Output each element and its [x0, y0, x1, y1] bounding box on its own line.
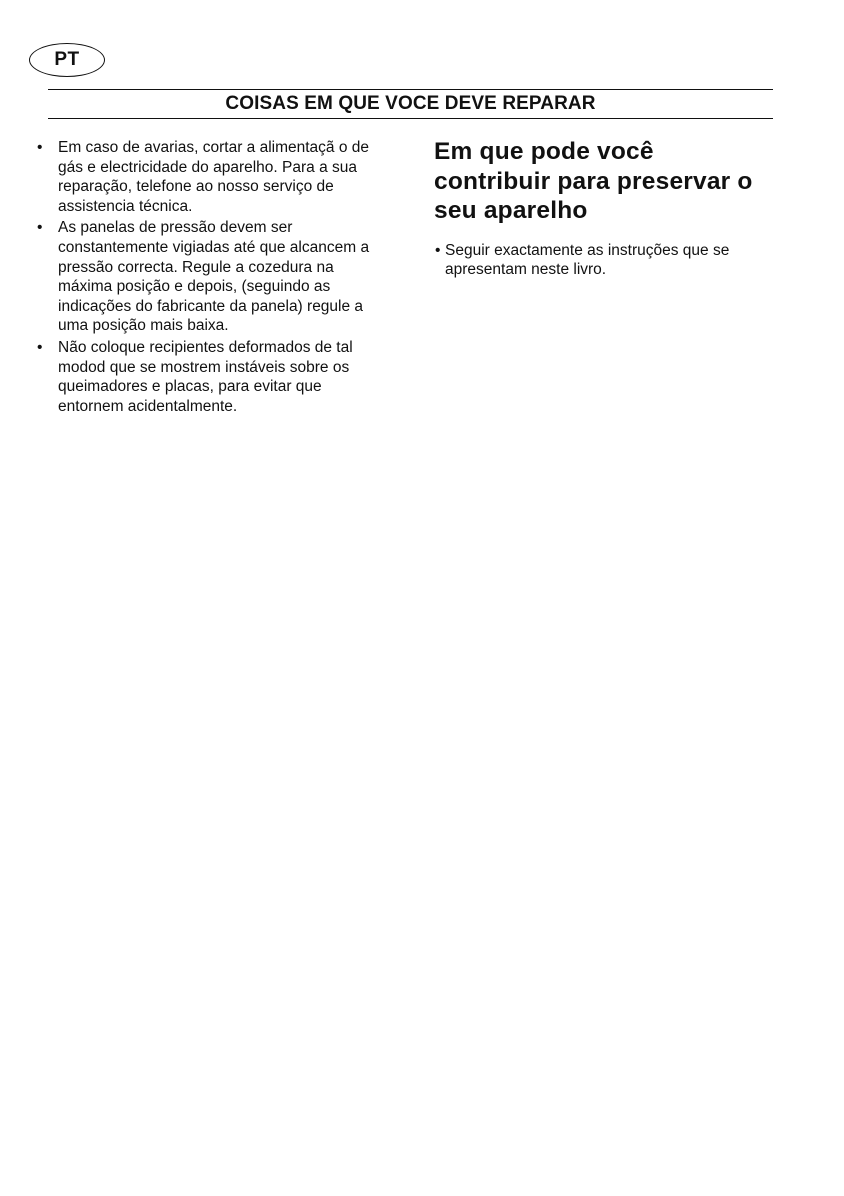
section-title: COISAS EM QUE VOCE DEVE REPARAR	[225, 93, 596, 114]
list-item	[36, 138, 386, 216]
list-item	[36, 338, 386, 416]
left-column	[36, 138, 386, 418]
list-item-text: As panelas de pressão devem ser constantemente vigiadas até que alcancem a pressão correcta. Regule a cozedura na máxima posição e depois, (seguindo as indicações do fabricante da panela) regule a uma posição mais baixa.	[58, 219, 370, 335]
bullet-icon: •	[37, 139, 43, 156]
language-badge	[29, 43, 105, 77]
right-column	[434, 137, 774, 282]
language-code: PT	[54, 49, 80, 70]
bullet-icon: •	[37, 338, 43, 356]
list-item	[434, 241, 774, 280]
list-item	[36, 218, 386, 336]
bullet-icon: •	[37, 219, 43, 237]
care-list	[434, 241, 774, 280]
list-item-text: Seguir exactamente as instruções que se apresentam neste livro.	[445, 241, 730, 279]
bullet-icon: •	[435, 241, 441, 259]
list-item-text: Em caso de avarias, cortar a alimentaçã o de gás e electricidade do aparelho. Para a sua reparação, telefone ao nosso serviço de assistencia técnica.	[58, 139, 370, 215]
list-item-text: Não coloque recipientes deformados de tal modod que se mostrem instáveis sobre os queimadores e placas, para evitar que entornem acidentalmente.	[58, 338, 353, 415]
title-rule-bottom	[48, 118, 773, 119]
precautions-list	[36, 138, 386, 416]
care-heading: Em que pode você contribuir para preservar o seu aparelho	[434, 138, 753, 224]
